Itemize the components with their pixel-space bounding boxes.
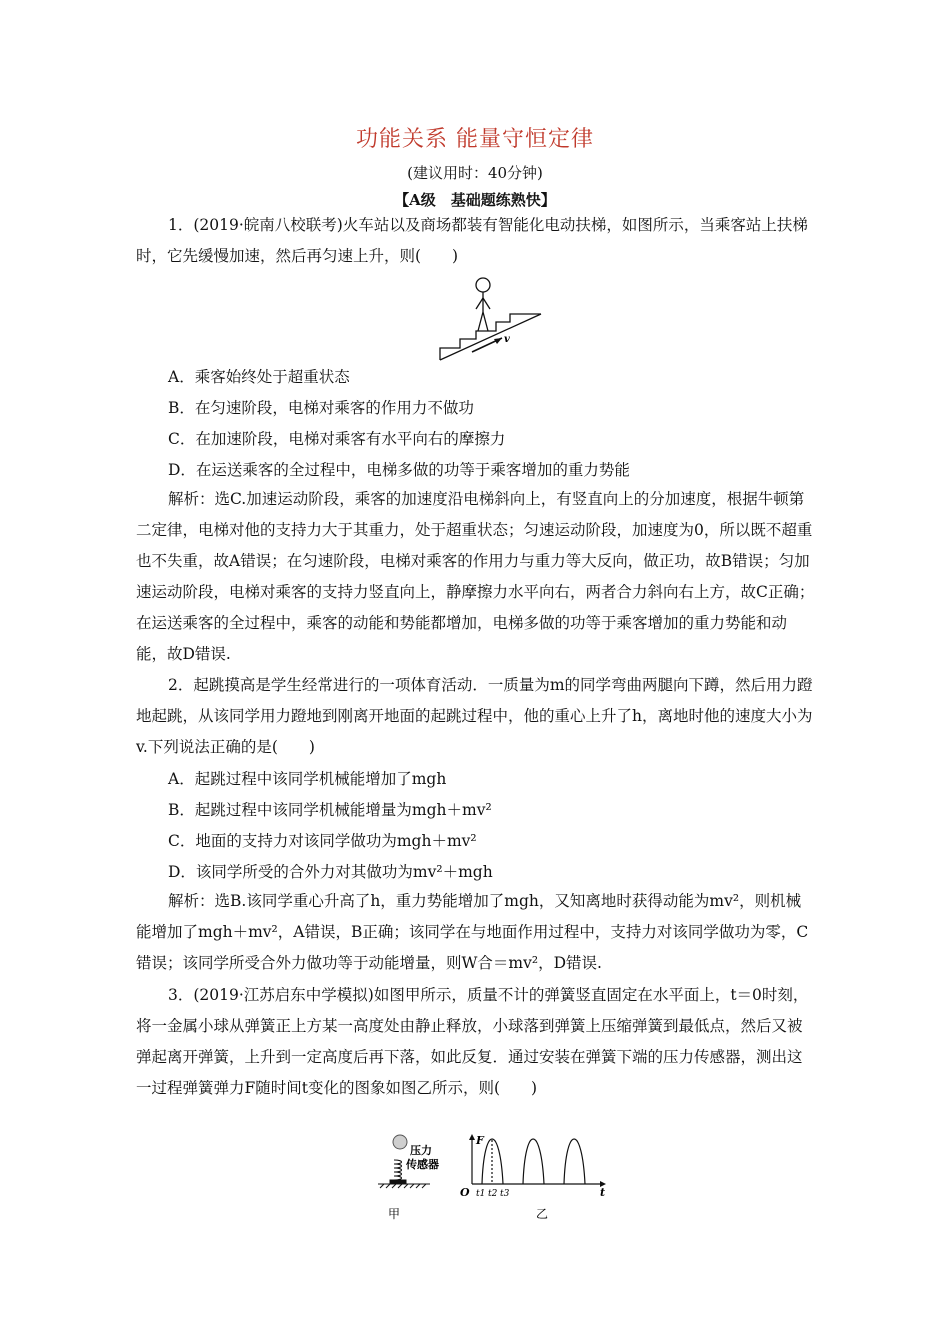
metal-ball [393,1135,407,1149]
q2-option-a: A．起跳过程中该同学机械能增加了mgh [168,770,447,788]
suggested-time: (建议用时：40分钟) [407,164,543,182]
q1-option-a: A．乘客始终处于超重状态 [168,368,350,386]
q1-option-c: C．在加速阶段，电梯对乘客有水平向右的摩擦力 [168,430,506,448]
t1-label: t1 [476,1189,486,1199]
q1-analysis: 解析：选C.加速运动阶段，乘客的加速度沿电梯斜向上，有竖直向上的分加速度，根据牛顿第二定律，电梯对他的支持力大于其重力，处于超重状态；匀速运动阶段，加速度为0，所以既不超重也不失重，故A错误；在匀速阶段，电梯对乘客的作用力与重力等大反向，做正功，故B错误；匀加速运动阶段，电梯对乘客的支持力竖直向上，静摩擦力水平向右，两者合力斜向右上方，故C正确；在运送乘客的全过程中，乘客的动能和势能都增加，电梯多做的功等于乘客增加的重力势能和动能，故D错误. [136,490,815,663]
q3-stem: 3．(2019·江苏启东中学模拟)如图甲所示，质量不计的弹簧竖直固定在水平面上，t＝0时刻，将一金属小球从弹簧正上方某一高度处由静止释放，小球落到弹簧上压缩弹簧到最低点，然后又被弹起离开弹簧，上升到一定高度后再下落，如此反复．通过安装在弹簧下端的压力传感器，测出这一过程弹簧弹力F随时间t变化的图象如图乙所示，则( ) [136,986,809,1097]
sensor-label-1: 压力 [410,1144,432,1157]
q2-analysis: 解析：选B.该同学重心升高了h，重力势能增加了mgh，又知离地时获得动能为mv²，则机械能增加了mgh＋mv²，A错误，B正确；该同学在与地面作用过程中，支持力对该同学做功为零，C错误；该同学所受合外力做功等于动能增量，则W合＝mv²，D错误. [136,892,809,972]
page-title: 功能关系 能量守恒定律 [356,127,594,152]
force-time-graph [454,1132,614,1224]
escalator-figure [436,276,548,362]
sensor-label-2: 传感器 [406,1158,439,1171]
pressure-sensor [390,1180,406,1184]
force-peak-2 [523,1139,544,1184]
q1-stem: 1．(2019·皖南八校联考)火车站以及商场都装有智能化电动扶梯，如图所示，当乘客站上扶梯时，它先缓慢加速，然后再匀速上升，则( ) [136,216,808,265]
q1-option-d: D．在运送乘客的全过程中，电梯多做的功等于乘客增加的重力势能 [168,461,630,479]
force-peak-3 [564,1139,585,1184]
q2-stem: 2．起跳摸高是学生经常进行的一项体育活动．一质量为m的同学弯曲两腿向下蹲，然后用力蹬地起跳，从该同学用力蹬地到刚离开地面的起跳过程中，他的重心上升了h，离地时他的速度大小为v.下列说法正确的是( ) [136,676,813,756]
t2-label: t2 [488,1189,498,1199]
figure-caption-yi: 乙 [536,1207,549,1221]
t3-label: t3 [500,1189,510,1199]
velocity-label: v [504,334,510,345]
t-axis-label: t [600,1186,606,1199]
f-axis-label: F [476,1134,484,1147]
level-heading: 【A级 基础题练熟快】 [394,191,556,209]
q1-option-b: B．在匀速阶段，电梯对乘客的作用力不做功 [168,399,474,417]
q2-option-b: B．起跳过程中该同学机械能增量为mgh＋mv² [168,801,492,819]
spring-figure [376,1134,456,1222]
spring [394,1160,402,1180]
origin-label: O [460,1186,470,1199]
q2-option-c: C．地面的支持力对该同学做功为mgh＋mv² [168,832,477,850]
passenger-head [476,278,490,292]
figure-caption-jia: 甲 [388,1207,401,1221]
q2-option-d: D．该同学所受的合外力对其做功为mv²＋mgh [168,863,493,881]
